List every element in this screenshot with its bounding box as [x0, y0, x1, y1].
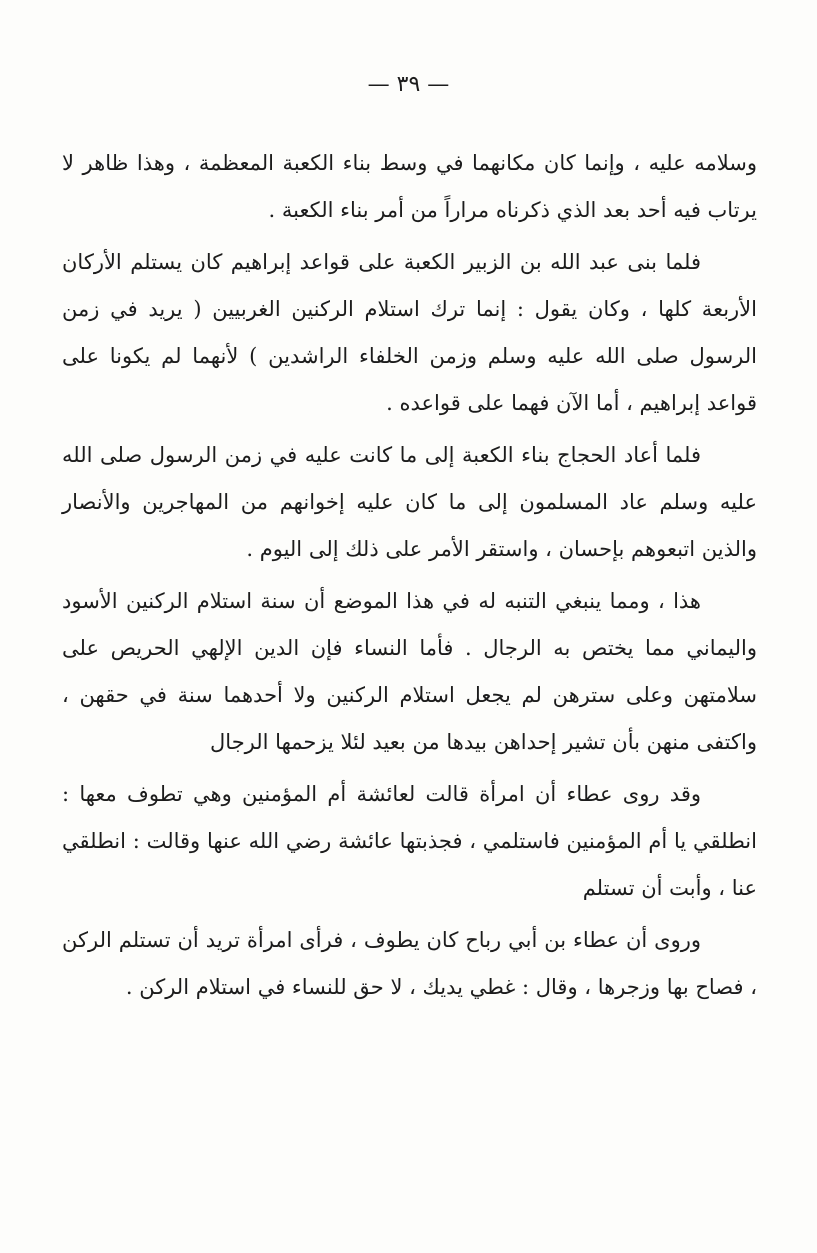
body-text [62, 140, 757, 1016]
page-number: — ٣٩ — [367, 72, 450, 97]
paragraph: فلما أعاد الحجاج بناء الكعبة إلى ما كانت عليه في زمن الرسول صلى الله عليه وسلم عاد المسلمون إلى ما كان عليه إخوانهم من المهاجرين والأنصار والذين اتبعوهم بإحسان ، واستقر الأمر على ذلك إلى اليوم . [62, 443, 757, 561]
paragraph: وقد روى عطاء أن امرأة قالت لعائشة أم المؤمنين وهي تطوف معها : انطلقي يا أم المؤمنين فاستلمي ، فجذبتها عائشة رضي الله عنها وقالت : انطلقي عنا ، وأبت أن تستلم [62, 782, 757, 900]
paragraph: وروى أن عطاء بن أبي رباح كان يطوف ، فرأى امرأة تريد أن تستلم الركن ، فصاح بها وزجرها ، وقال : غطي يديك ، لا حق للنساء في استلام الركن . [62, 928, 757, 999]
paragraph: فلما بنى عبد الله بن الزبير الكعبة على قواعد إبراهيم كان يستلم الأركان الأربعة كلها ، وكان يقول : إنما ترك استلام الركنين الغربيين ( يريد في زمن الرسول صلى الله عليه وسلم وزمن الخلفاء الراشدين ) لأنهما لم يكونا على قواعد إبراهيم ، أما الآن فهما على قواعده . [62, 250, 757, 415]
paragraph: وسلامه عليه ، وإنما كان مكانهما في وسط بناء الكعبة المعظمة ، وهذا ظاهر لا يرتاب فيه أحد بعد الذي ذكرناه مراراً من أمر بناء الكعبة . [62, 151, 757, 222]
paragraph: هذا ، ومما ينبغي التنبه له في هذا الموضع أن سنة استلام الركنين الأسود واليماني مما يختص به الرجال . فأما النساء فإن الدين الإلهي الحريص على سلامتهن وعلى سترهن لم يجعل استلام الركنين ولا أحدهما سنة في حقهن ، واكتفى منهن بأن تشير إحداهن بيدها من بعيد لئلا يزحمها الرجال [62, 589, 757, 754]
